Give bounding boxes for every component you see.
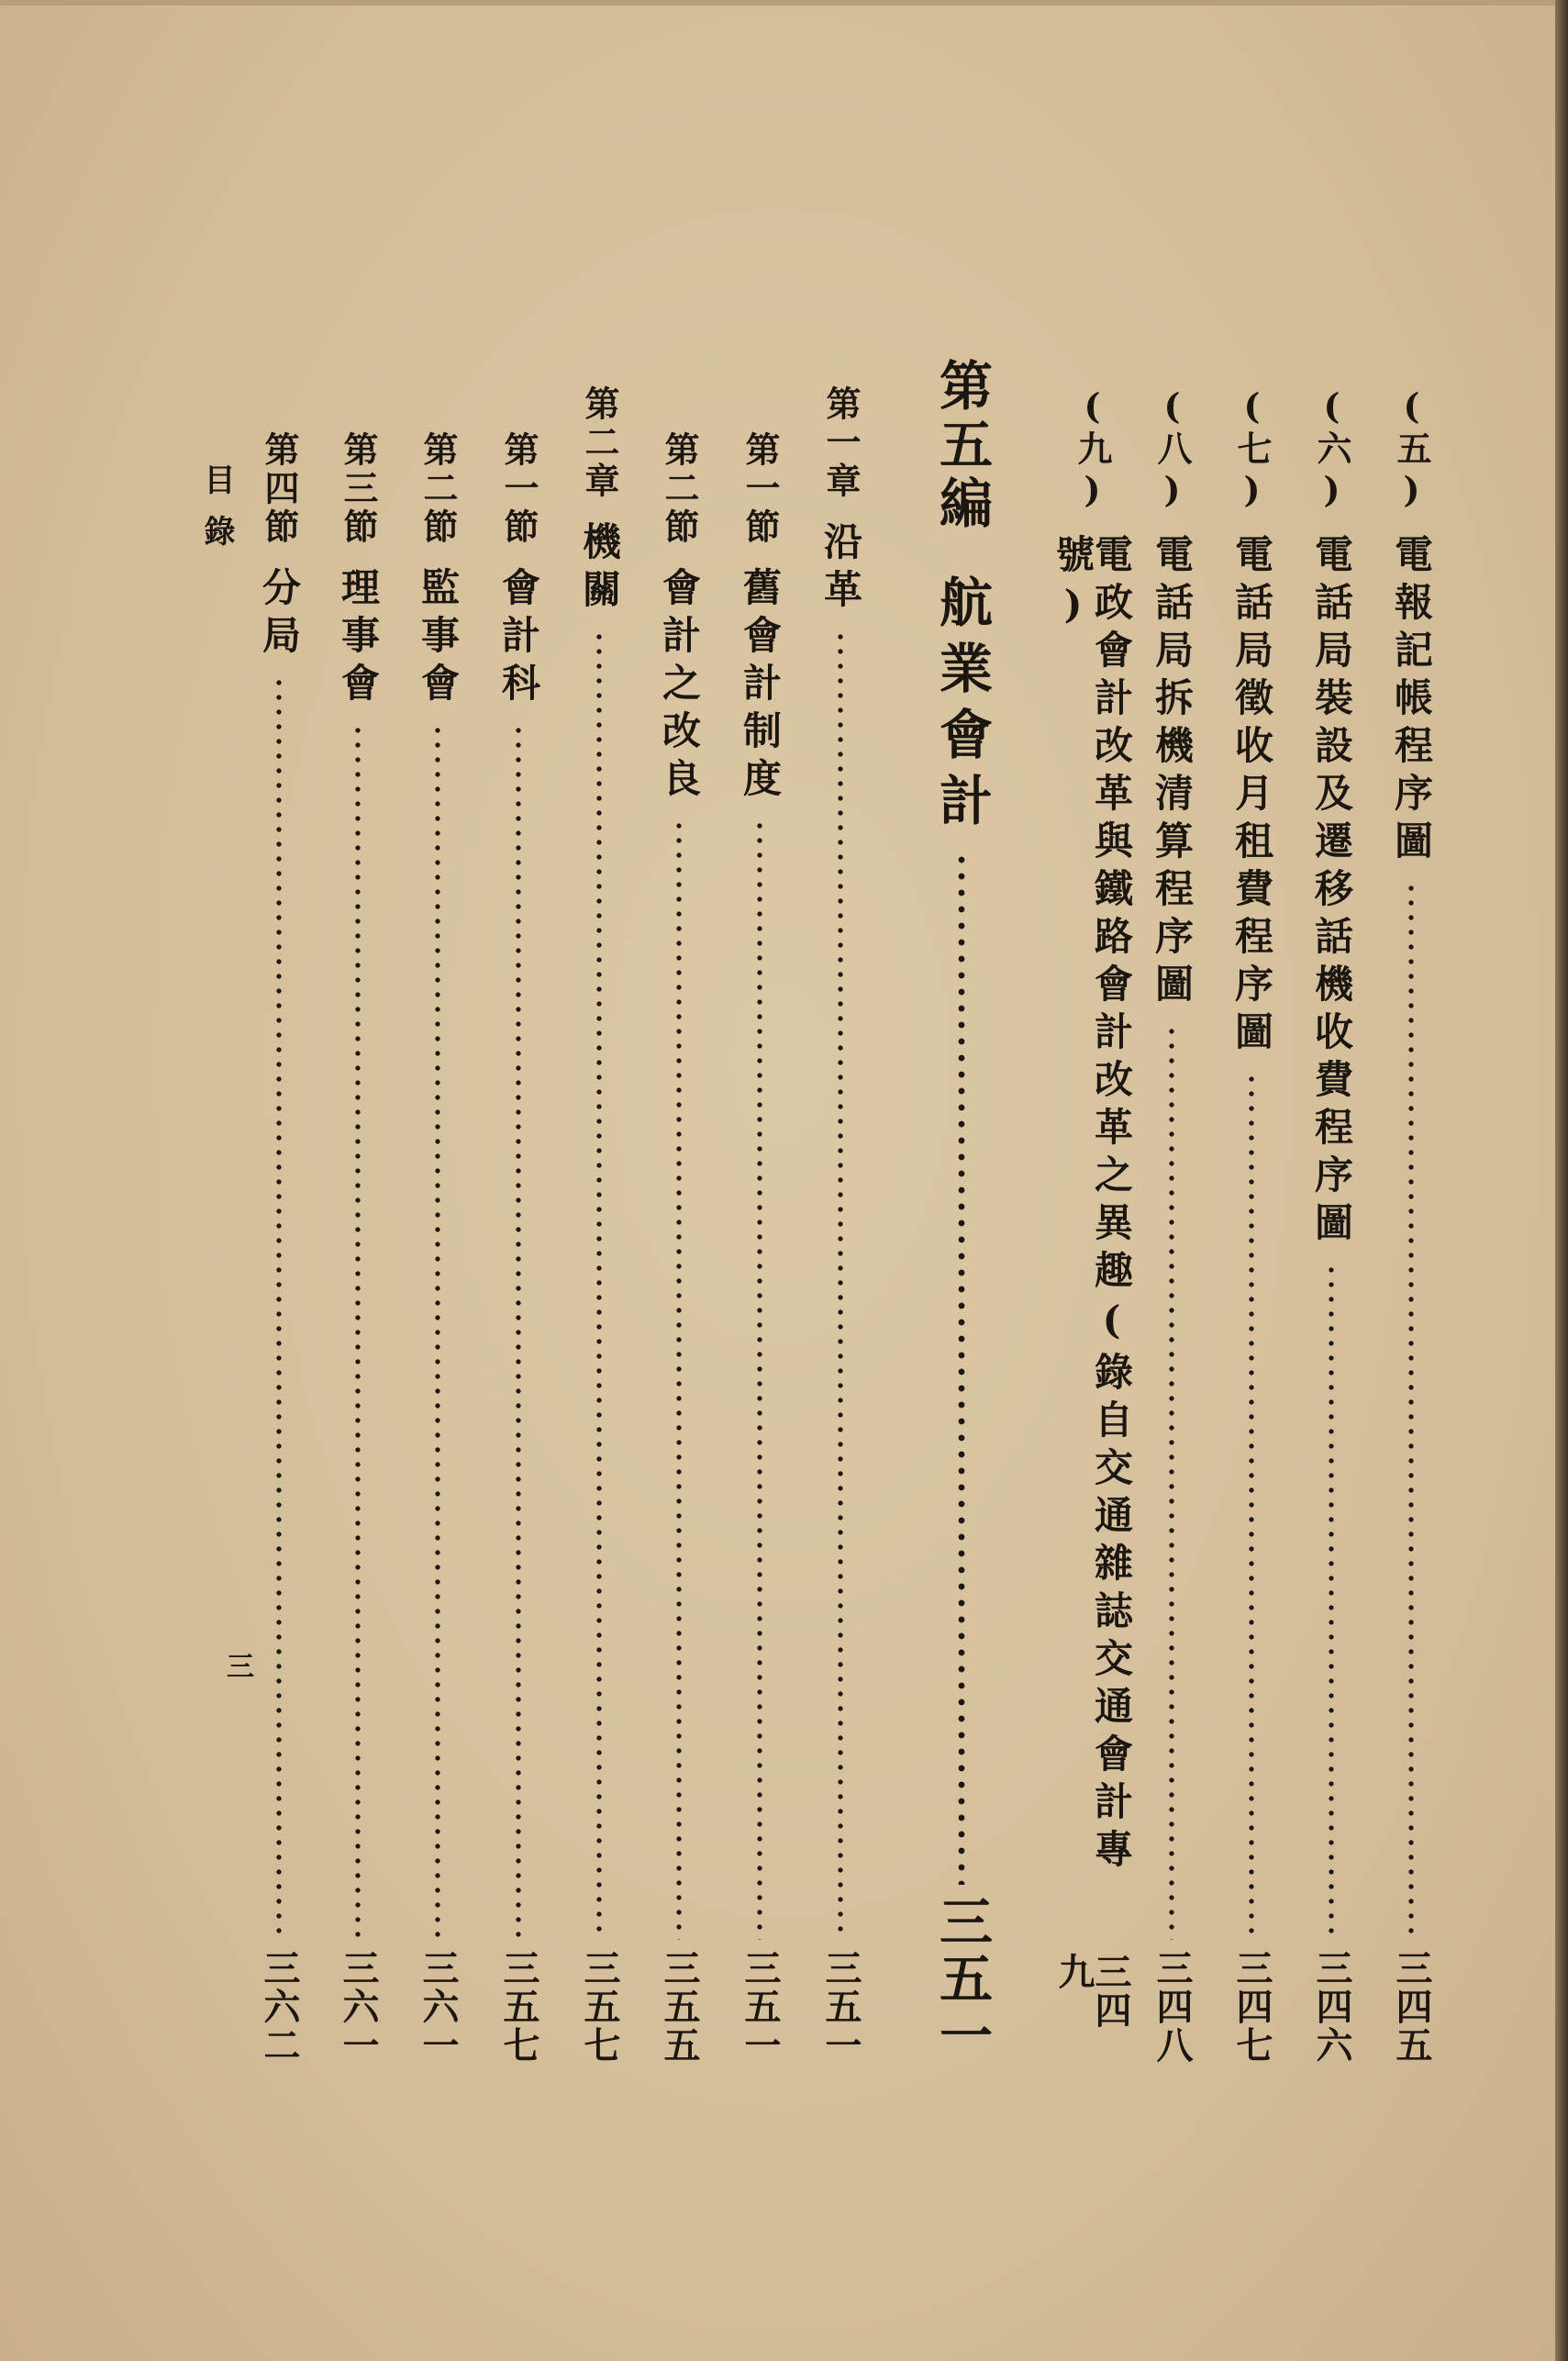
toc-entry	[1051, 385, 1134, 2065]
entry-label: 第二節	[659, 431, 700, 547]
dot-leader	[1169, 1024, 1174, 1940]
toc-entry	[815, 385, 866, 2065]
toc-entry	[253, 431, 305, 2065]
entry-label: (八)	[1151, 385, 1193, 514]
entry-page-number: 三五五	[658, 1949, 701, 2065]
entry-title: 沿革	[818, 521, 863, 617]
dot-leader	[435, 723, 440, 1940]
part-label: 第五編	[930, 358, 993, 534]
entry-title: 會計科	[496, 567, 541, 710]
toc-entry	[734, 431, 785, 2065]
entry-page-number: 三六一	[417, 1949, 460, 2065]
entry-page-number: 三四五	[1390, 1949, 1433, 2065]
entry-title: 舊會計制度	[738, 567, 783, 806]
entry-label: 第一章	[820, 385, 862, 501]
dot-leader	[276, 675, 282, 1940]
entry-page-number: 三五一	[819, 1949, 862, 2065]
dot-leader	[596, 629, 602, 1940]
entry-title: 監事會	[416, 567, 461, 710]
entry-label: 第二節	[417, 431, 459, 547]
dot-leader	[355, 723, 361, 1940]
entry-label: 第一節	[498, 431, 539, 547]
dot-leader	[958, 852, 965, 1885]
entry-label: (九)	[1072, 385, 1113, 514]
dot-leader	[838, 629, 843, 1940]
entry-page-number: 三四九	[1052, 1953, 1132, 2031]
entry-page-number: 三四七	[1230, 1949, 1273, 2065]
toc-entry	[493, 431, 544, 2065]
entry-title: 分局	[257, 567, 302, 663]
entry-page-number: 三六二	[258, 1949, 301, 2065]
entry-page-number: 三四八	[1151, 1949, 1194, 2065]
page-folio: 三	[221, 1652, 253, 1681]
entry-title: 電話局徵收月租費程序圖	[1229, 534, 1274, 1059]
entry-title: 電話局拆機清算程序圖	[1150, 534, 1195, 1011]
dot-leader	[757, 819, 762, 1940]
page-binding-edge	[1555, 0, 1568, 2361]
entry-label: (七)	[1231, 385, 1273, 514]
entry-page-number: 三六一	[337, 1949, 380, 2065]
entry-title: 理事會	[336, 567, 381, 710]
dot-leader	[676, 819, 682, 1940]
entry-label: 第一節	[740, 431, 781, 547]
page-top-edge	[0, 0, 1568, 6]
toc-part-heading	[927, 358, 996, 2065]
dot-leader	[1408, 881, 1414, 1940]
part-page-number: 三五一	[930, 1894, 993, 2065]
section-label: 目錄	[198, 463, 235, 566]
entry-label: 第二章	[579, 385, 620, 501]
entry-title: 電報記帳程序圖	[1389, 534, 1434, 868]
entry-page-number: 三五一	[739, 1949, 782, 2065]
entry-page-number: 三五七	[578, 1949, 621, 2065]
running-header	[195, 463, 239, 566]
dot-leader	[516, 723, 521, 1940]
dot-leader	[1329, 1263, 1334, 1940]
toc-entry	[412, 431, 463, 2065]
entry-title: 電政會計改革與鐵路會計改革之異趣(錄自交通雜誌交通會計專號)	[1051, 534, 1134, 1877]
part-title: 航業會計	[930, 574, 993, 839]
dot-leader	[1249, 1072, 1254, 1940]
toc-entry	[332, 431, 384, 2065]
entry-label: (六)	[1311, 385, 1352, 514]
toc-entry	[1385, 385, 1437, 2065]
toc-entry	[1306, 385, 1357, 2065]
entry-title: 機關	[577, 521, 622, 617]
entry-page-number: 三四六	[1310, 1949, 1353, 2065]
entry-label: (五)	[1391, 385, 1432, 514]
toc-entry	[653, 431, 705, 2065]
entry-title: 會計之改良	[657, 567, 702, 806]
toc-entry	[1226, 385, 1277, 2065]
entry-page-number: 三五七	[497, 1949, 540, 2065]
toc-entry	[573, 385, 625, 2065]
entry-label: 第四節	[259, 431, 300, 547]
entry-title: 電話局裝設及遷移話機收費程序圖	[1309, 534, 1354, 1250]
toc-entry	[1146, 385, 1197, 2065]
entry-label: 第三節	[338, 431, 379, 547]
